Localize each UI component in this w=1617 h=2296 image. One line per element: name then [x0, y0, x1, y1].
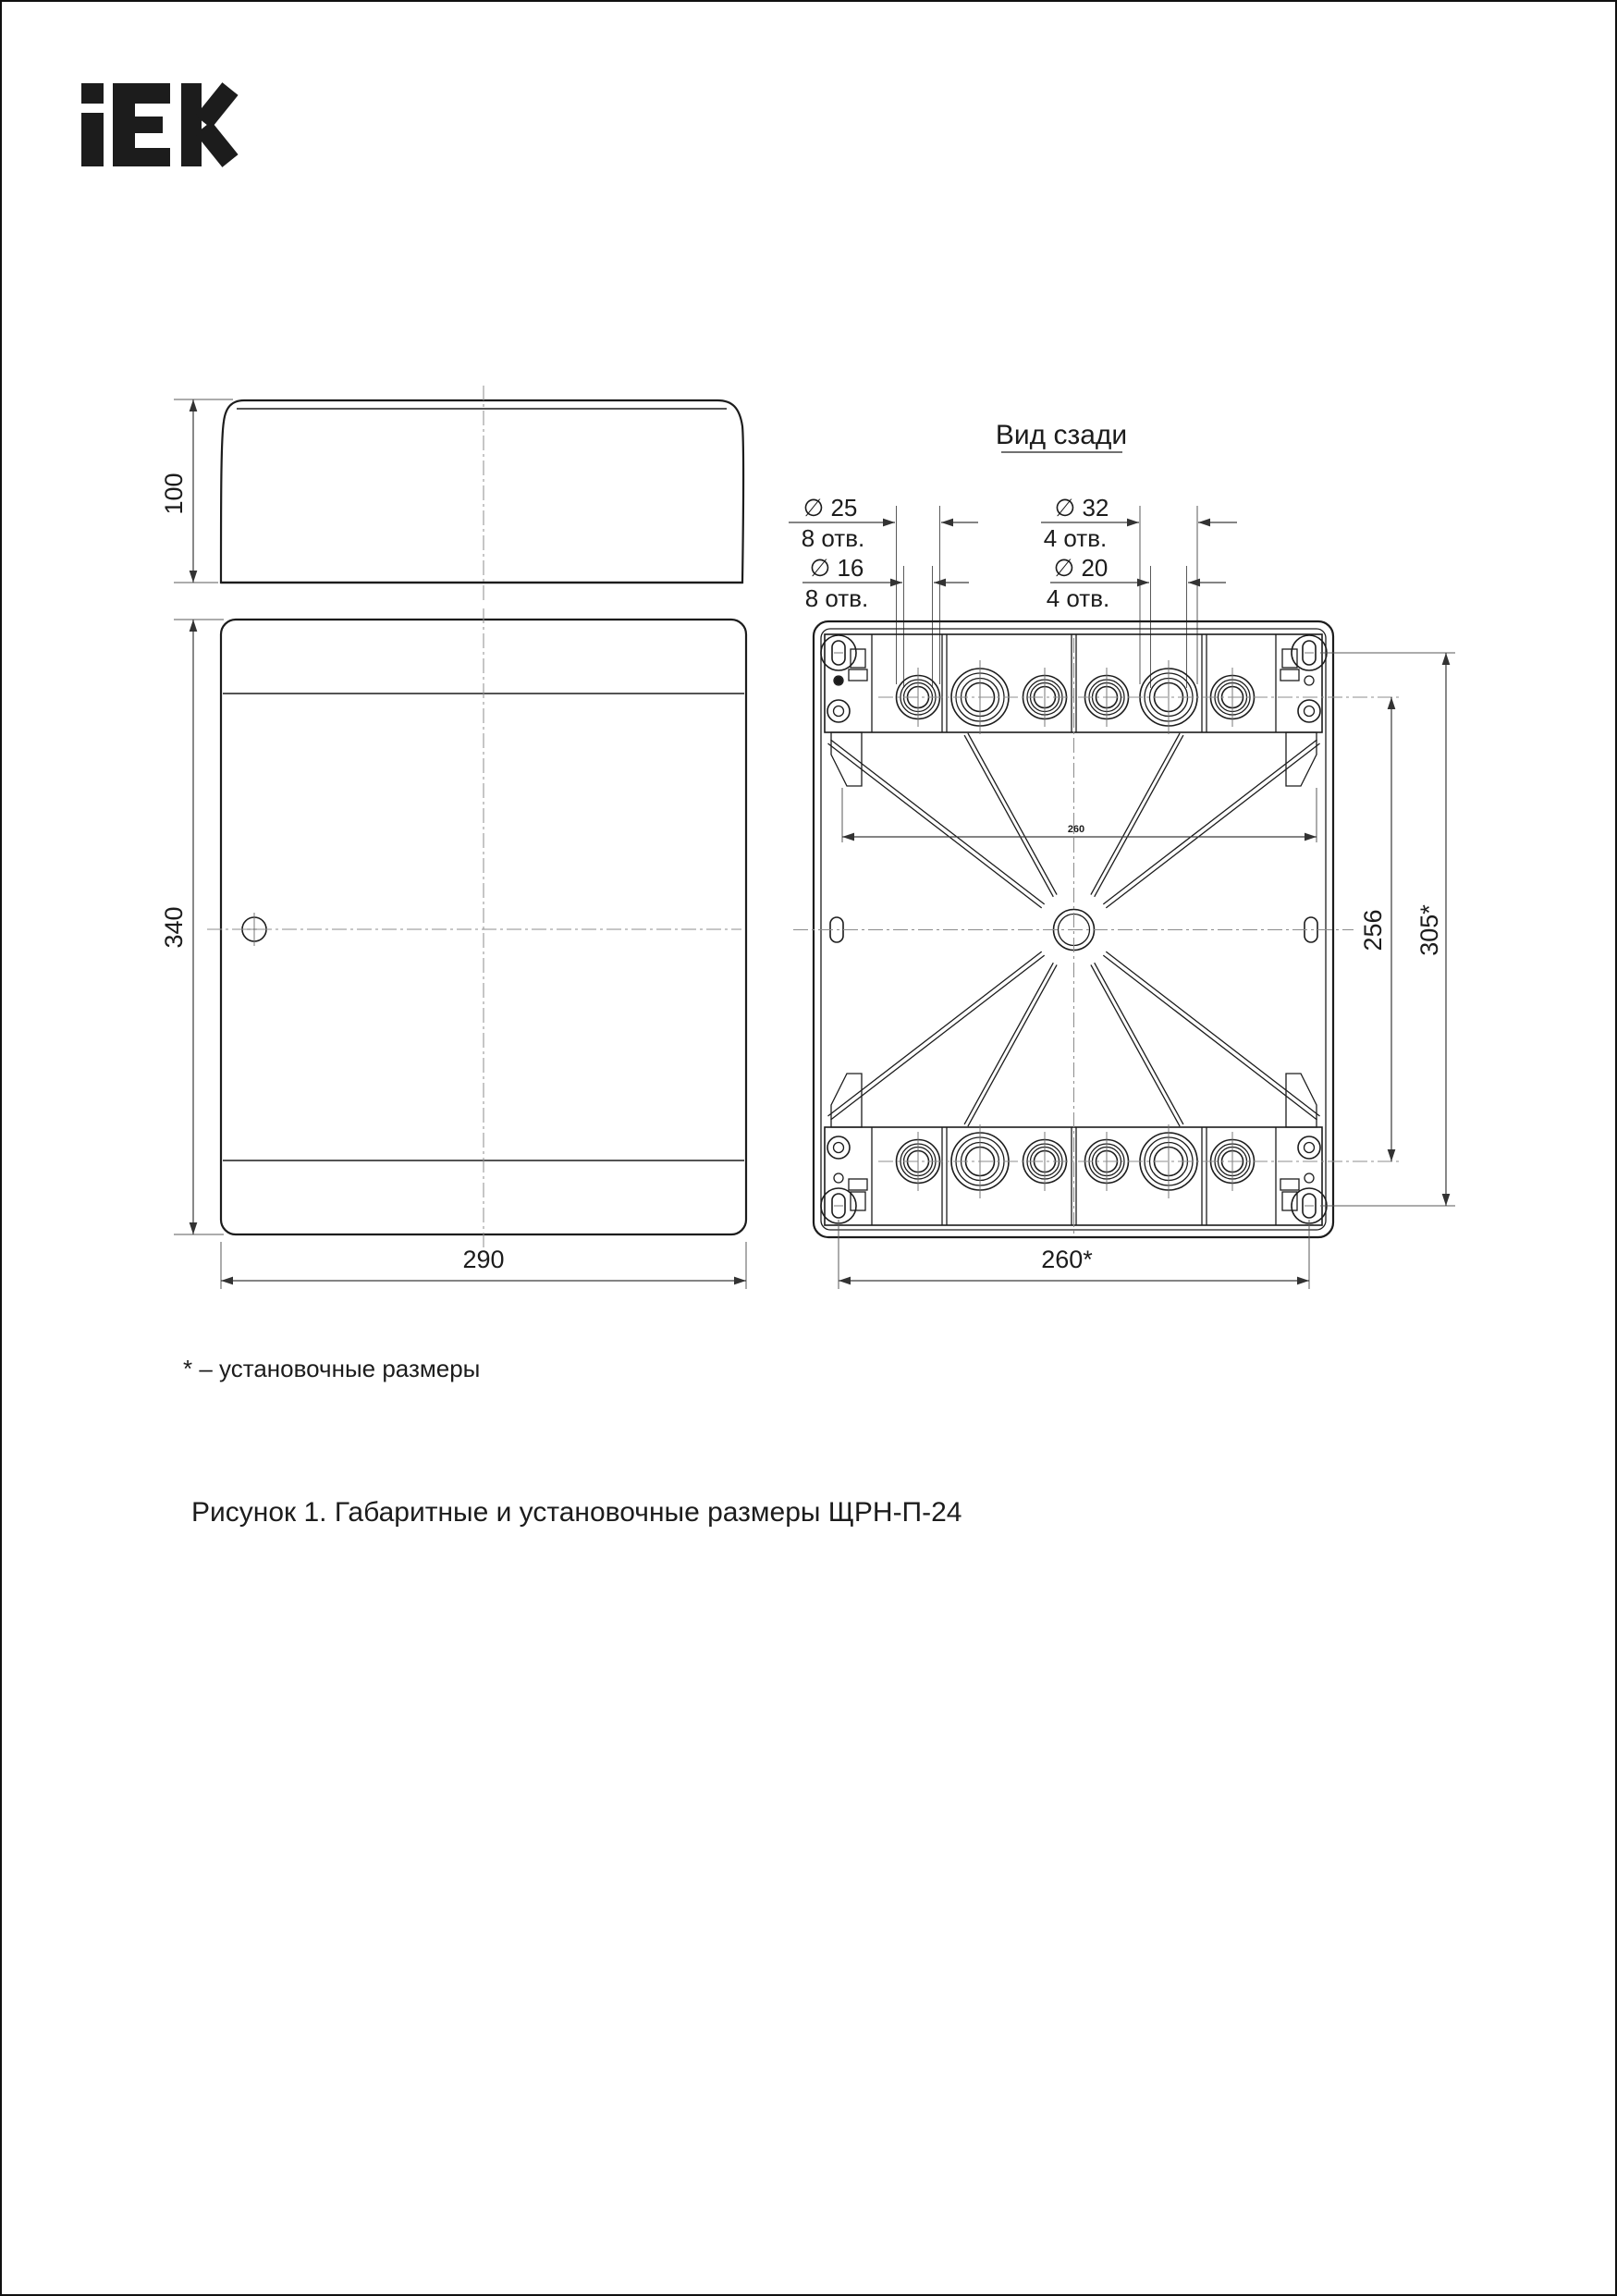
footnote: * – установочные размеры [183, 1355, 481, 1382]
side-height-label: 100 [160, 473, 188, 515]
figure-caption: Рисунок 1. Габаритные и установочные размеры ЩРН-П-24 [191, 1497, 962, 1528]
index-dot [835, 677, 843, 685]
side-profile-view [221, 400, 743, 583]
callout-d32-dia: ∅ 32 [1054, 494, 1109, 522]
dimension-256 [1359, 697, 1391, 1161]
iek-logo [81, 83, 230, 166]
callout-d25-qty: 8 отв. [801, 524, 865, 552]
row-spacing-label: 256 [1359, 909, 1387, 952]
dimension-305 [1320, 653, 1455, 1206]
rear-view-title: Вид сзади [995, 420, 1128, 450]
callout-d20-qty: 4 отв. [1046, 584, 1110, 612]
callout-d16-qty: 8 отв. [804, 584, 869, 612]
technical-drawing [2, 2, 1617, 2296]
dimension-340 [160, 620, 224, 1234]
callout-d16-dia: ∅ 16 [809, 554, 864, 582]
front-height-label: 340 [160, 906, 188, 949]
mount-height-label: 305* [1415, 904, 1443, 956]
rear-view [793, 621, 1400, 1237]
callout-d20-dia: ∅ 20 [1053, 554, 1109, 582]
slot-spacing-label: 260 [1067, 824, 1085, 835]
callout-d32-qty: 4 отв. [1043, 524, 1108, 552]
callout-d25-dia: ∅ 25 [802, 494, 858, 522]
mount-width-label: 260* [1041, 1246, 1093, 1273]
front-view [207, 386, 746, 1252]
dimension-290 [221, 1242, 746, 1289]
dimension-260-internal [842, 788, 1317, 842]
front-width-label: 290 [462, 1246, 505, 1273]
